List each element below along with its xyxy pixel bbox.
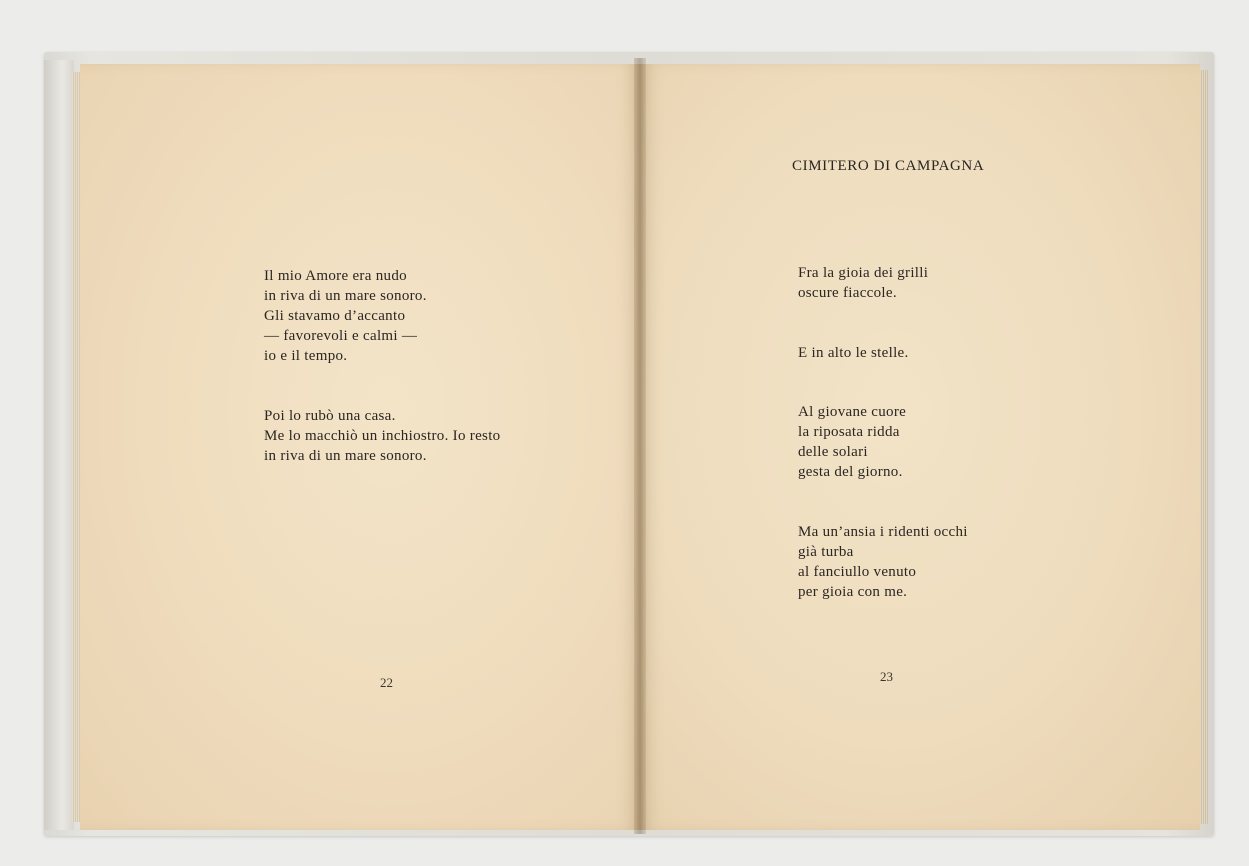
poem-line: già turba bbox=[798, 544, 854, 560]
left-page bbox=[80, 64, 640, 830]
poem-line: al fanciullo venuto bbox=[798, 564, 917, 580]
poem-line: Il mio Amore era nudo bbox=[264, 268, 407, 284]
poem-line: Al giovane cuore bbox=[798, 404, 907, 420]
poem-line: oscure fiaccole. bbox=[798, 285, 897, 301]
poem-stanza bbox=[264, 406, 500, 466]
right-page bbox=[640, 64, 1200, 830]
poem-line: Gli stavamo d’accanto bbox=[264, 308, 406, 324]
page-number: 22 bbox=[380, 675, 393, 690]
poem-line: E in alto le stelle. bbox=[798, 345, 909, 361]
poem-stanza bbox=[264, 266, 427, 366]
cover-edge bbox=[44, 60, 74, 830]
poem-title: CIMITERO DI CAMPAGNA bbox=[792, 158, 985, 174]
poem-line: delle solari bbox=[798, 444, 868, 460]
poem-stanza bbox=[798, 343, 909, 363]
poem-stanza bbox=[798, 522, 968, 602]
poem-line: per gioia con me. bbox=[798, 584, 908, 600]
poem-line: — favorevoli e calmi — bbox=[264, 328, 418, 344]
poem-line: in riva di un mare sonoro. bbox=[264, 448, 427, 464]
poem-line: la riposata ridda bbox=[798, 424, 900, 440]
poem-line: gesta del giorno. bbox=[798, 464, 903, 480]
poem-line: Poi lo rubò una casa. bbox=[264, 408, 396, 424]
poem-line: Ma un’ansia i ridenti occhi bbox=[798, 524, 968, 540]
poem-line: Me lo macchiò un inchiostro. Io resto bbox=[264, 428, 501, 444]
poem-line: Fra la gioia dei grilli bbox=[798, 265, 929, 281]
poem-stanza bbox=[798, 263, 928, 303]
poem-line: io e il tempo. bbox=[264, 348, 348, 364]
poem-line: in riva di un mare sonoro. bbox=[264, 288, 427, 304]
poem-stanza bbox=[798, 402, 906, 482]
book-gutter bbox=[634, 58, 646, 834]
page-number: 23 bbox=[880, 669, 893, 684]
